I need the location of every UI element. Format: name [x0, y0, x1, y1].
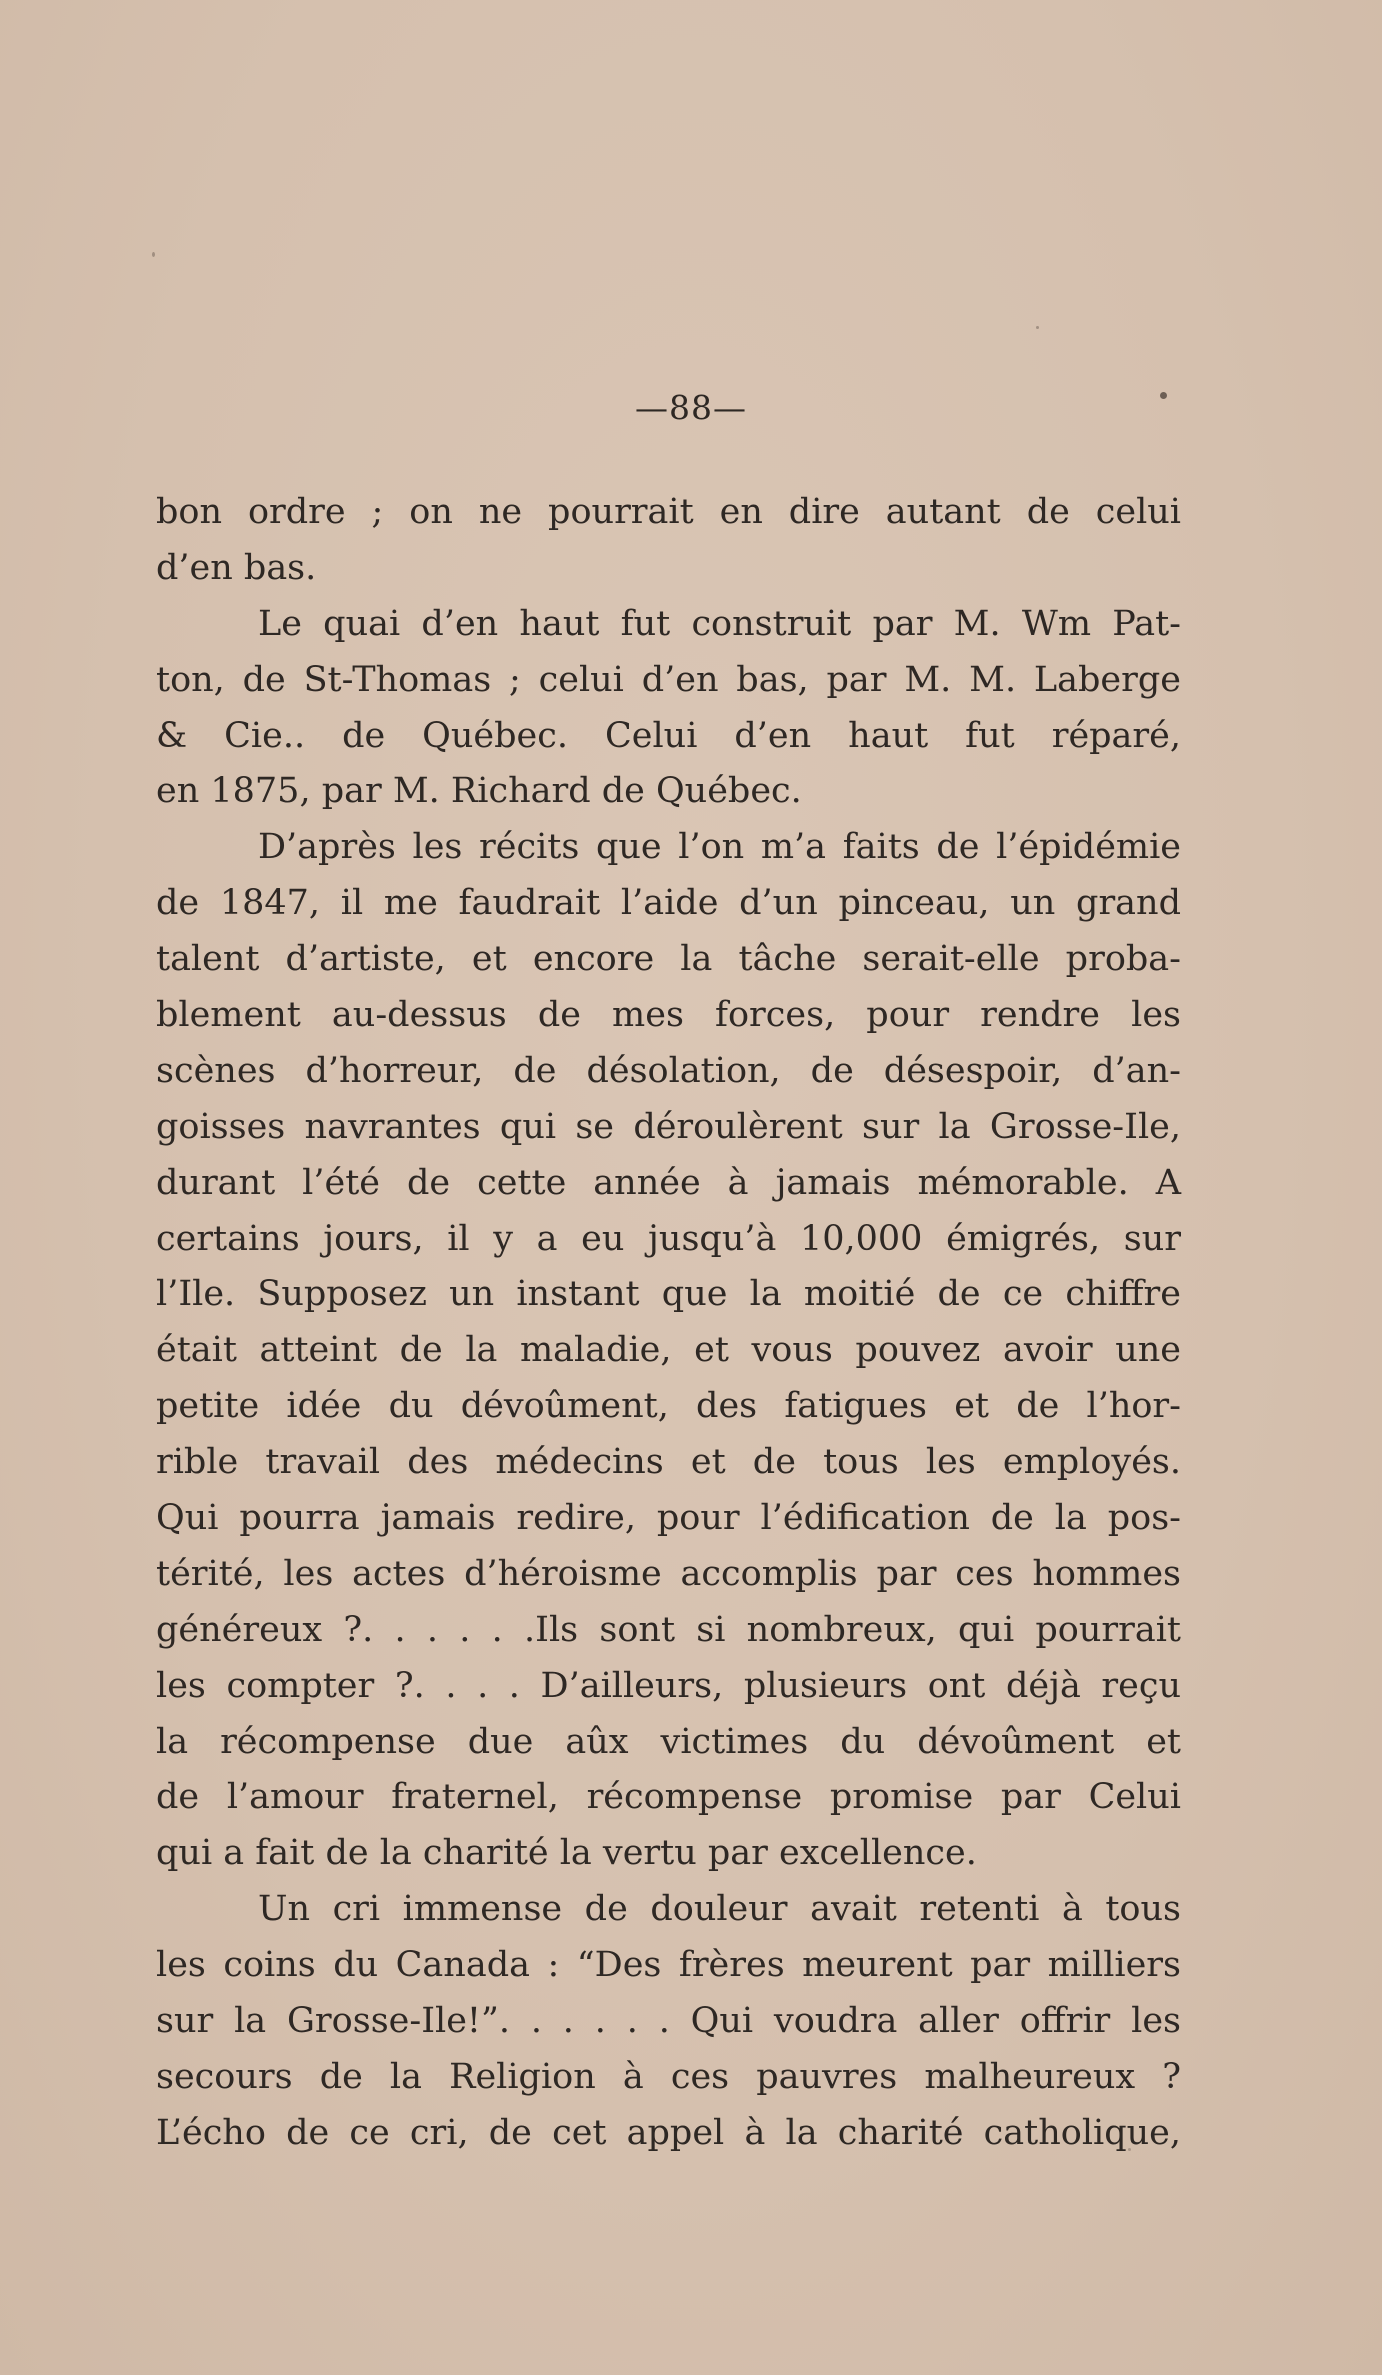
text-line: de l’amour fraternel, récompense promise par Celui: [156, 1777, 1181, 1818]
body-text: [156, 485, 1181, 2162]
text-line: D’après les récits que l’on m’a faits de l’épidémie: [258, 827, 1181, 868]
text-line: Un cri immense de douleur avait retenti à tous: [258, 1889, 1181, 1930]
paper-speck: [1036, 326, 1039, 329]
text-line: la récompense due aûx victimes du dévoûment et: [156, 1721, 1181, 1762]
text-line: généreux ?. . . . . .Ils sont si nombreux, qui pourrait: [156, 1609, 1181, 1650]
text-line: blement au-dessus de mes forces, pour rendre les: [156, 995, 1181, 1036]
text-line: petite idée du dévoûment, des fatigues et de l’hor-: [156, 1386, 1181, 1427]
text-line: d’en bas.: [156, 547, 317, 588]
text-line: certains jours, il y a eu jusqu’à 10,000 émigrés, sur: [156, 1218, 1181, 1259]
text-line: bon ordre ; on ne pourrait en dire autant de celui: [156, 492, 1181, 532]
text-line: goisses navrantes qui se déroulèrent sur la Grosse-Ile,: [156, 1106, 1181, 1147]
text-line: talent d’artiste, et encore la tâche serait-elle proba-: [156, 939, 1181, 980]
text-line: Qui pourra jamais redire, pour l’édification de la pos-: [156, 1498, 1181, 1539]
text-line: secours de la Religion à ces pauvres malheureux ?: [156, 2056, 1181, 2097]
text-line: de 1847, il me faudrait l’aide d’un pinceau, un grand: [156, 883, 1181, 924]
text-line: les coins du Canada : “Des frères meurent par milliers: [156, 1945, 1181, 1986]
text-line: était atteint de la maladie, et vous pouvez avoir une: [156, 1330, 1181, 1371]
text-line: qui a fait de la charité la vertu par excellence.: [156, 1833, 977, 1874]
paper-speck: [1160, 392, 1167, 399]
text-line: en 1875, par M. Richard de Québec.: [156, 771, 802, 812]
text-line: l’Ile. Supposez un instant que la moitié de ce chiffre: [156, 1274, 1181, 1315]
text-line: scènes d’horreur, de désolation, de désespoir, d’an-: [156, 1050, 1181, 1091]
paper-speck: [152, 252, 155, 257]
text-line: les compter ?. . . . D’ailleurs, plusieurs ont déjà reçu: [156, 1665, 1181, 1706]
text-line: rible travail des médecins et de tous les employés.: [156, 1442, 1181, 1483]
text-line: térité, les actes d’héroisme accomplis par ces hommes: [156, 1553, 1181, 1594]
page-number: —88—: [635, 388, 747, 427]
text-line: & Cie.. de Québec. Celui d’en haut fut réparé,: [156, 715, 1181, 756]
text-line: durant l’été de cette année à jamais mémorable. A: [156, 1162, 1181, 1203]
text-line: sur la Grosse-Ile!”. . . . . . Qui voudra aller offrir les: [156, 2001, 1181, 2042]
text-line: ton, de St-Thomas ; celui d’en bas, par M. M. Laberge: [156, 659, 1181, 700]
paper-speck: [1128, 2148, 1131, 2151]
text-line: Le quai d’en haut fut construit par M. Wm Pat-: [258, 603, 1181, 644]
text-line: L’écho de ce cri, de cet appel à la charité catholique,: [156, 2112, 1181, 2153]
